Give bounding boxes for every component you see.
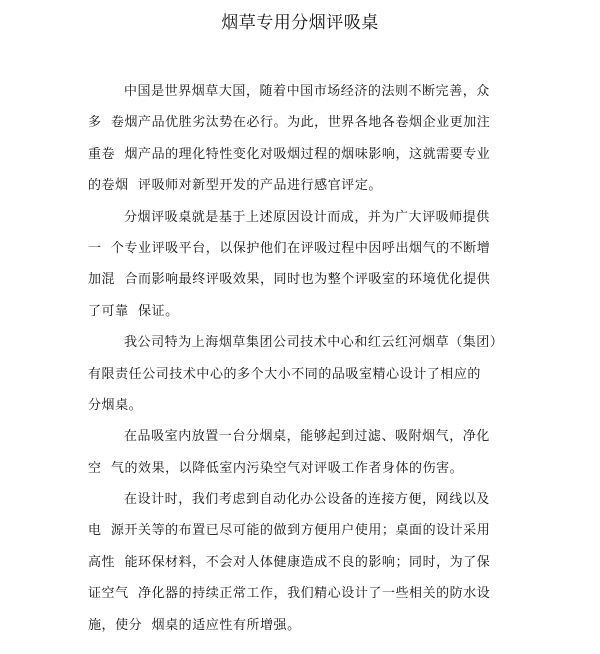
text-line: 多 卷烟产品优胜劣汰势在必行。为此，世界各地各卷烟企业更加注 [88, 115, 491, 131]
text-line: 证空气 净化器的持续正常工作，我们精心设计了一些相关的防水设 [88, 586, 491, 602]
text-line: 电 源开关等的布置已尽可能的做到方便用户使用；桌面的设计采用 [88, 523, 491, 539]
text-line: 重卷 烟产品的理化特性变化对吸烟过程的烟味影响，这就需要专业 [88, 146, 491, 162]
paragraph-4 [88, 424, 528, 487]
text-line: 加混 合而影响最终评吸效果，同时也为整个评吸室的环境优化提供 [88, 272, 491, 288]
text-line: 有限责任公司技术中心的多个大小不同的品吸室精心设计了相应的 [88, 366, 481, 382]
text-line: 中国是世界烟草大国，随着中国市场经济的法则不断完善，众 [124, 84, 490, 99]
paragraph-3 [88, 330, 528, 424]
text-line: 分烟评吸桌就是基于上述原因设计而成，并为广大评吸师提供 [124, 209, 490, 225]
paragraph-1 [88, 79, 528, 205]
text-line: 在品吸室内放置一台分烟桌，能够起到过滤、吸附烟气，净化 [124, 429, 490, 445]
text-line: 一 个专业评吸平台，以保护他们在评吸过程中因呼出烟气的不断增 [88, 240, 491, 256]
text-line: 施，使分 烟桌的适应性有所增强。 [88, 617, 301, 633]
document-body [88, 79, 528, 644]
text-line: 的卷烟 评吸师对新型开发的产品进行感官评定。 [88, 178, 382, 194]
paragraph-5 [88, 487, 528, 644]
text-line: 了可靠 保证。 [88, 303, 179, 319]
text-line: 分烟桌。 [88, 397, 143, 413]
text-line: 空 气的效果，以降低室内污染空气对评吸工作者身体的伤害。 [88, 460, 464, 476]
paragraph-2 [88, 205, 528, 331]
text-line: 高性 能环保材料，不会对人体健康造成不良的影响；同时，为了保 [88, 554, 491, 570]
document-title: 烟草专用分烟评吸桌 [221, 13, 379, 33]
text-line: 我公司特为上海烟草集团公司技术中心和红云红河烟草（集团） [124, 335, 504, 351]
text-line: 在设计时，我们考虑到自动化办公设备的连接方便，网线以及 [124, 492, 490, 508]
